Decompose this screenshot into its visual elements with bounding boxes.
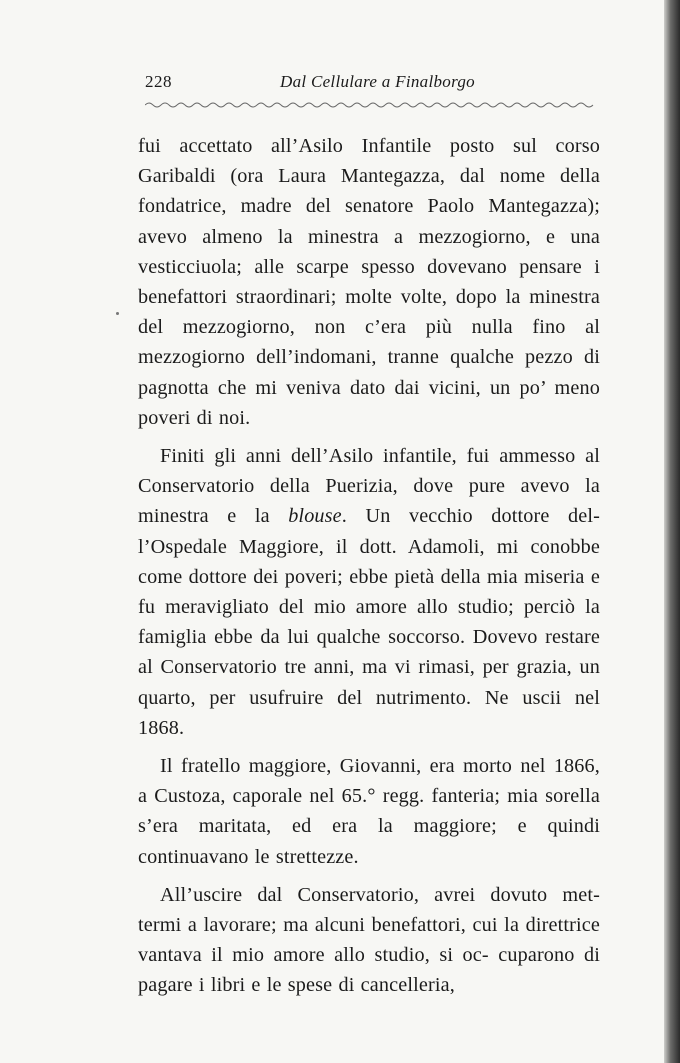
header-ornament-rule xyxy=(145,100,597,110)
paragraph-3: Il fratello maggiore, Giovanni, era morto nel 1866, a Custoza, caporale nel 65.° regg. fanteria; mia sorella s’era maritata, ed era la maggiore; e quindi continuavano le strettezze. xyxy=(138,755,600,868)
stray-ink-dot xyxy=(116,312,119,315)
paragraph-2-part-1: Finiti gli anni dell’Asilo infantile, fui ammesso al Conservatorio della Puerizia, dove pure avevo la minestra e la xyxy=(138,445,600,528)
paragraph-4: All’uscire dal Conservatorio, avrei dovuto met- termi a lavorare; ma alcuni benefattori, cui la direttrice vantava il mio amore allo studio, si oc- cuparono di pagare i libri e le spese di cancelleria, xyxy=(138,883,600,997)
paragraph-2-part-2: . Un vecchio dottore del- l’Ospedale Maggiore, il dott. Adamoli, mi conobbe come dottore dei poveri; ebbe pietà della mia miseria e fu meravigliato del mio amore allo studio; perciò la famiglia ebbe da lui qualche soccorso. Dovevo restare al Conservatorio tre anni, ma vi rimasi, per grazia, un quarto, per usufruire del nutrimento. Ne uscii nel 1868. xyxy=(138,505,600,739)
paragraph-2 xyxy=(138,441,600,743)
paragraph-2-italic-word: blouse xyxy=(288,505,342,528)
running-title: Dal Cellulare a Finalborgo xyxy=(280,72,475,91)
book-spine-shadow xyxy=(664,0,680,1063)
page-number: 228 xyxy=(145,72,172,91)
paragraph-1: fui accettato all’Asilo Infantile posto sul corso Garibaldi (ora Laura Mantegazza, dal nome della fondatrice, madre del senatore Paolo Mantegazza); avevo almeno la minestra a mezzogiorno, e una vesticciuola; alle scarpe spesso dovevano pensare i benefattori straordinari; molte volte, dopo la minestra del mezzogiorno, non c’era più nulla fino al mezzogiorno dell’indomani, tranne qualche pezzo di pagnotta che mi veniva dato dai vicini, un po’ meno poveri di noi. xyxy=(138,135,600,429)
page-header xyxy=(145,72,597,100)
body-text xyxy=(138,131,600,1001)
